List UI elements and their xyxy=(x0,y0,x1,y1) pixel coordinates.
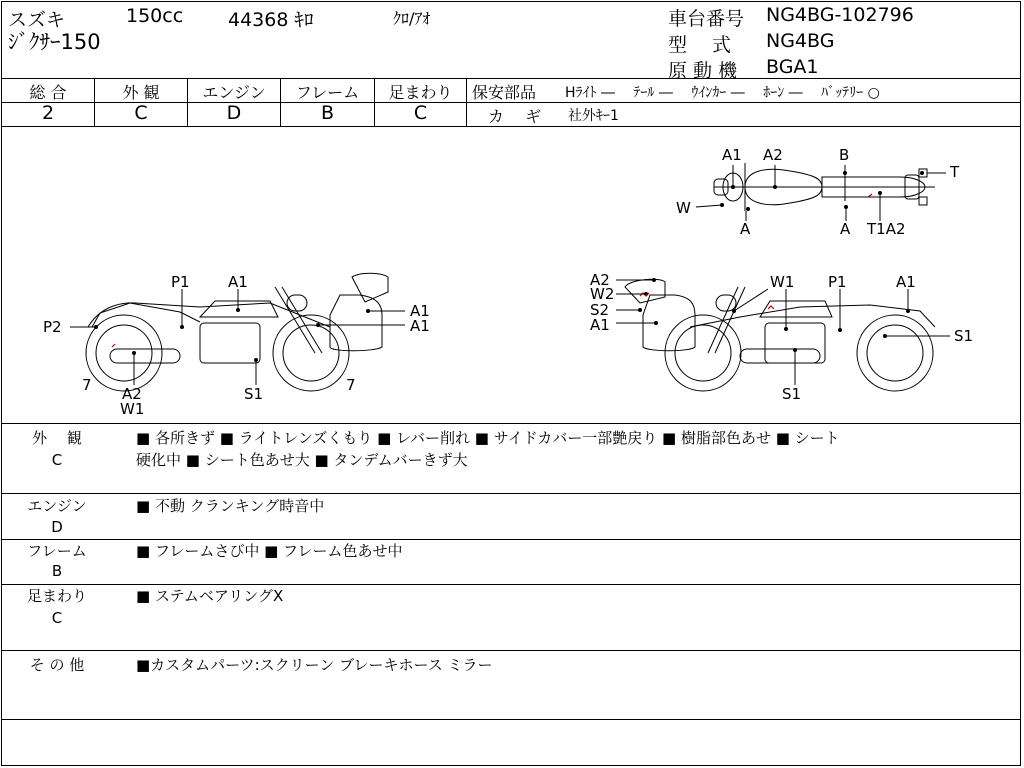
right-side-bike xyxy=(625,279,935,391)
engine-label: 原 動 機 xyxy=(668,60,738,82)
dmg-label: P1 xyxy=(828,273,847,291)
model-name: ｼﾞｸｻｰ150 xyxy=(8,30,101,54)
divider xyxy=(2,78,1021,79)
dmg-label: S1 xyxy=(954,327,974,345)
note-frame-line1: ■ フレームさび中 ■ フレーム色あせ中 xyxy=(136,542,403,560)
safety-label: 保安部品 xyxy=(472,83,537,102)
leader-lines xyxy=(70,289,405,385)
left-markers xyxy=(94,308,370,362)
note-title-exterior: 外 観 xyxy=(32,429,82,447)
note-other-line1: ■カスタムパーツ:スクリーン ブレーキホース ミラー xyxy=(136,656,493,674)
mileage: 44368 ｷﾛ xyxy=(228,9,314,31)
divider xyxy=(468,102,1021,103)
key-label: カ ギ xyxy=(488,107,542,126)
dmg-label: A xyxy=(840,220,851,238)
note-title-engine: エンジン xyxy=(27,497,87,515)
note-exterior-line1: ■ 各所きず ■ ライトレンズくもり ■ レバー削れ ■ サイドカバー一部艶戻り ■ 樹脂部色あせ ■ シート xyxy=(136,429,840,447)
dmg-label: P2 xyxy=(43,318,62,336)
displacement: 150cc xyxy=(126,5,184,27)
note-title-frame: フレーム xyxy=(27,542,87,560)
dmg-label: T1A2 xyxy=(867,220,906,238)
dmg-label: A1 xyxy=(410,317,430,335)
top-view-bike xyxy=(714,163,935,211)
dmg-label: W2 xyxy=(590,285,615,303)
dmg-label: P1 xyxy=(171,273,190,291)
dmg-label: A1 xyxy=(590,316,610,334)
grade-header-exterior: 外 観 xyxy=(122,83,160,102)
dmg-label: W1 xyxy=(770,273,795,291)
divider xyxy=(466,78,467,126)
dmg-label: S2 xyxy=(590,301,610,319)
dmg-label: S1 xyxy=(244,385,264,403)
leader-lines xyxy=(696,165,946,221)
note-title-other: そ の 他 xyxy=(29,656,85,674)
damage-marks xyxy=(112,194,872,347)
grade-suspension: C xyxy=(413,102,428,124)
grade-header-frame: フレーム xyxy=(295,83,360,102)
safety-items: Hﾗｲﾄ ― ﾃｰﾙ ― ｳｲﾝｶｰ ― ﾎｰﾝ ― ﾊﾞｯﾃﾘｰ ○ xyxy=(565,85,880,101)
color: ｸﾛ/ｱｵ xyxy=(393,9,431,28)
note-engine-line1: ■ 不動 クランキング時音中 xyxy=(136,497,325,515)
note-exterior-line2: 硬化中 ■ シート色あせ大 ■ タンデムバーきず大 xyxy=(136,451,468,469)
dmg-label: W1 xyxy=(120,400,145,418)
dmg-label: A2 xyxy=(763,146,783,164)
left-labels xyxy=(43,273,430,418)
dmg-label: A1 xyxy=(722,146,742,164)
grade-header-overall: 総 合 xyxy=(29,83,67,102)
grade-header-suspension: 足まわり xyxy=(388,83,453,102)
type-value: NG4BG xyxy=(766,30,835,52)
grade-exterior: C xyxy=(134,102,148,124)
note-grade-frame: B xyxy=(51,562,63,580)
dmg-label: W xyxy=(676,199,691,217)
frame-no: NG4BG-102796 xyxy=(766,4,914,26)
dmg-label: A1 xyxy=(896,273,916,291)
bike-diagram xyxy=(0,127,1024,423)
engine-value: BGA1 xyxy=(766,56,819,78)
dmg-label: A1 xyxy=(228,273,248,291)
type-label: 型 式 xyxy=(668,34,732,56)
divider xyxy=(2,493,1021,494)
note-grade-engine: D xyxy=(51,518,63,536)
note-suspension-line1: ■ ステムベアリングX xyxy=(136,587,284,605)
dmg-label: A2 xyxy=(590,271,610,289)
key-value: 社外ｷｰ1 xyxy=(568,108,619,124)
divider xyxy=(2,423,1021,424)
dmg-label: 7 xyxy=(82,376,92,394)
grade-overall: 2 xyxy=(41,102,55,124)
grade-header-engine: エンジン xyxy=(202,83,266,102)
frame-no-label: 車台番号 xyxy=(668,8,745,30)
top-view-labels xyxy=(676,146,960,238)
right-labels xyxy=(590,271,973,403)
dmg-label: 7 xyxy=(346,376,356,394)
dmg-label: A xyxy=(740,220,751,238)
dmg-label: T xyxy=(950,163,960,181)
dmg-label: A2 xyxy=(122,385,142,403)
grade-frame: B xyxy=(320,102,335,124)
dmg-label: B xyxy=(839,146,850,164)
dmg-label: S1 xyxy=(782,385,802,403)
divider xyxy=(2,719,1021,720)
note-grade-suspension: C xyxy=(51,609,63,627)
note-grade-exterior: C xyxy=(51,451,63,469)
divider xyxy=(2,650,1021,651)
maker: スズキ xyxy=(8,9,66,31)
leader-lines xyxy=(616,280,950,385)
dmg-label: A1 xyxy=(410,302,430,320)
note-title-suspension: 足まわり xyxy=(26,587,87,605)
grade-engine: D xyxy=(226,102,242,124)
